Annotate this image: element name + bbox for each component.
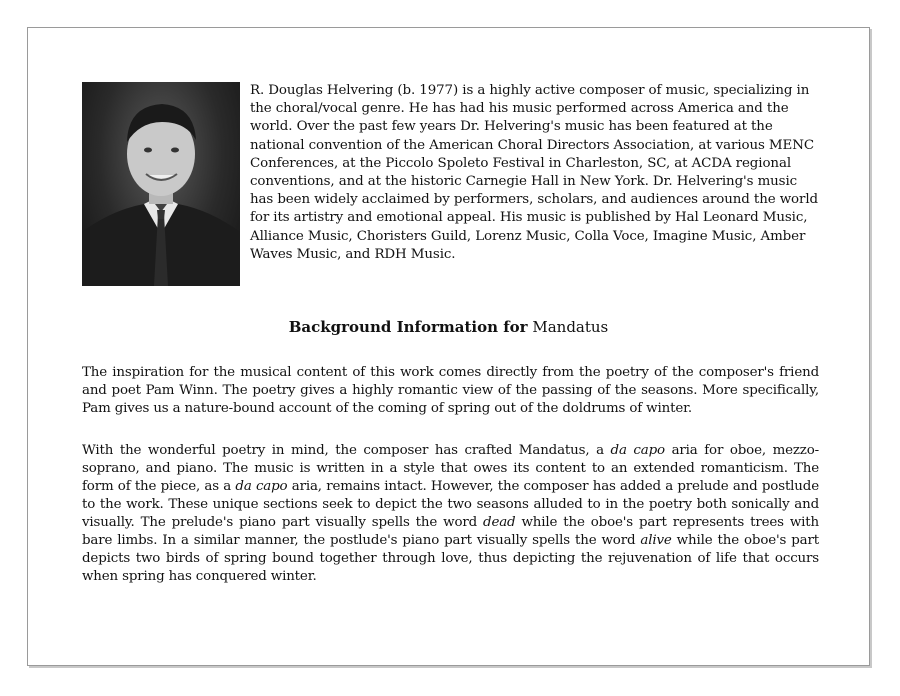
portrait-illustration <box>82 82 240 286</box>
text-segment: aria for oboe, mezzo-soprano, and piano. The music is written in a style that owes its content to an extended romanticism. The form of the piece, as a <box>82 443 819 494</box>
paragraph-composition <box>82 442 819 586</box>
composer-biography: R. Douglas Helvering (b. 1977) is a highly active composer of music, specializing in the choral/vocal genre. He has had his music performed across America and the world. Over the past few years Dr. Helvering's music has been featured at the national convention of the American Choral Directors Association, at various MENC Conferences, at the Piccolo Spoleto Festival in Charleston, SC, at ACDA regional conventions, and at the historic Carnegie Hall in New York. Dr. Helvering's music has been widely acclaimed by performers, scholars, and audiences around the world for its artistry and emotional appeal. His music is published by Hal Leonard Music, Alliance Music, Choristers Guild, Lorenz Music, Colla Voce, Imagine Music, Amber Waves Music, and RDH Music. <box>250 83 818 262</box>
paragraph-inspiration: The inspiration for the musical content of this work comes directly from the poetry of the composer's friend and poet Pam Winn. The poetry gives a highly romantic view of the passing of the seasons. More specifically, Pam gives us a nature-bound account of the coming of spring out of the doldrums of winter. <box>82 365 819 416</box>
text-segment: while the oboe's part represents trees with bare limbs. In a similar manner, the postlude's piano part visually spells the word <box>82 515 819 548</box>
italic-term: da capo <box>235 479 288 494</box>
document-page <box>27 27 870 666</box>
italic-term: dead <box>483 515 516 530</box>
text-segment: while the oboe's part depicts two birds of spring bound together through love, thus depicting the rejuvenation of life that occurs when spring has conquered winter. <box>82 533 819 584</box>
italic-term: da capo <box>610 443 665 458</box>
text-segment: With the wonderful poetry in mind, the composer has crafted Mandatus, a <box>82 443 611 458</box>
work-title: Mandatus <box>532 318 609 336</box>
composer-portrait <box>82 82 240 286</box>
heading-bold-text: Background Information for <box>288 318 528 336</box>
section-heading <box>28 318 869 336</box>
italic-term: alive <box>640 533 672 548</box>
text-segment: aria, remains intact. However, the composer has added a prelude and postlude to the work. These unique sections seek to depict the two seasons alluded to in the poetry both sonically and visually. The prelude's piano part visually spells the word <box>82 479 819 530</box>
